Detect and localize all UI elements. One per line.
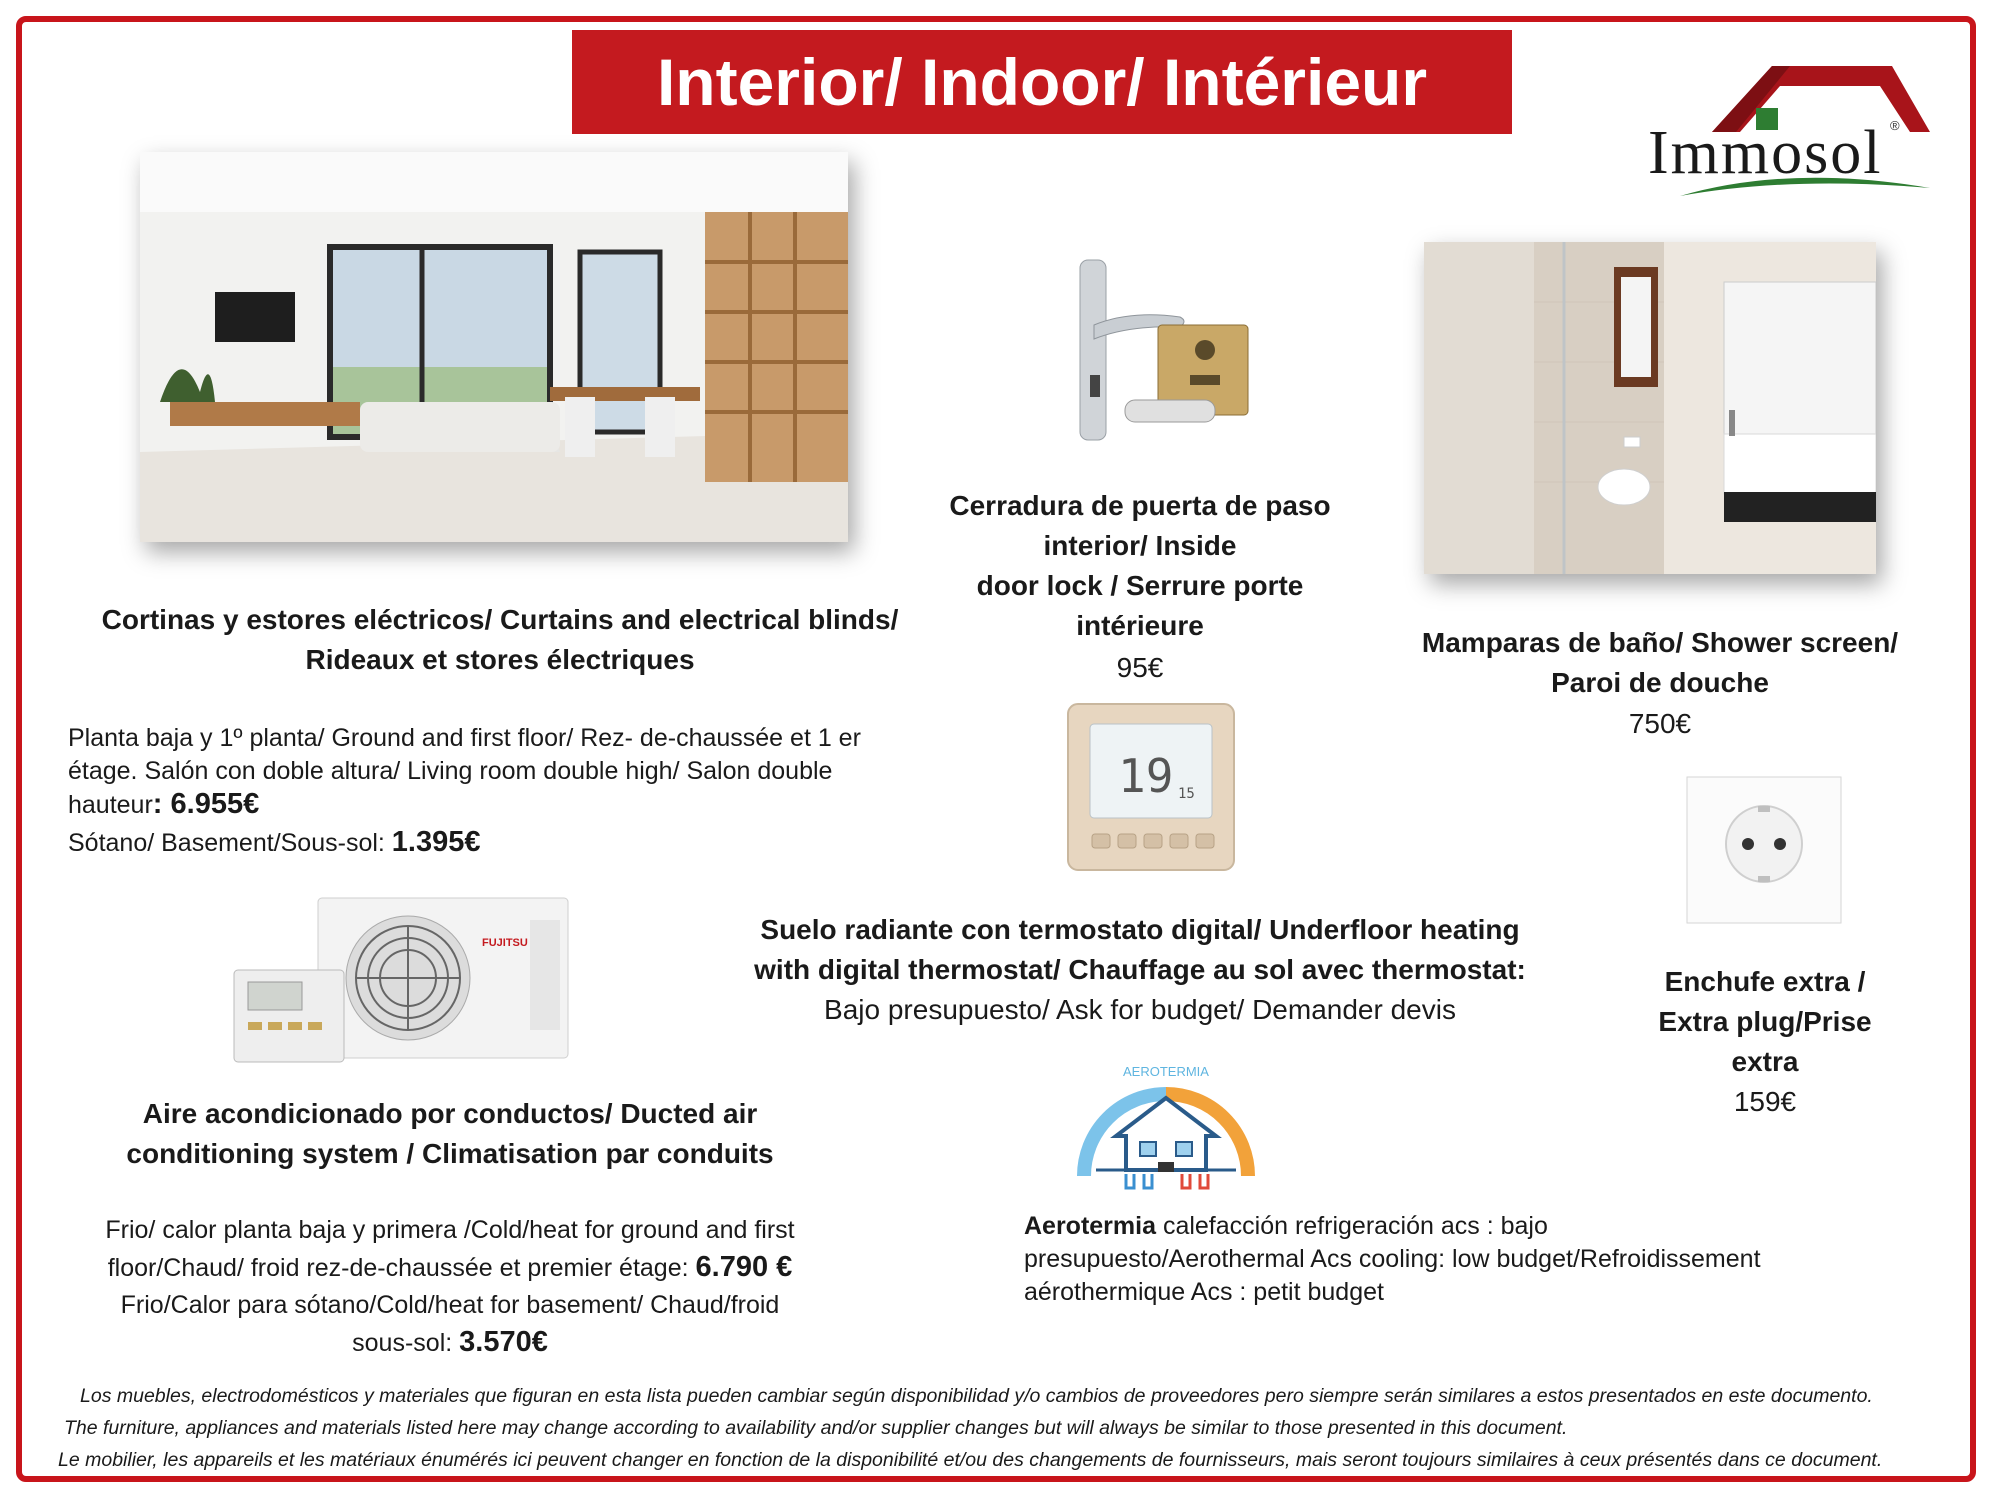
logo-registered-mark: ® bbox=[1890, 118, 1900, 133]
door-lock-title-line: door lock / Serrure porte bbox=[976, 570, 1304, 601]
underfloor-title-line: Suelo radiante con termostato digital/ Underfloor heating bbox=[760, 914, 1520, 945]
aircon-title bbox=[40, 1094, 860, 1174]
bathroom-photo bbox=[1424, 242, 1876, 574]
thermostat-small-display: 15 bbox=[1178, 786, 1195, 802]
aircon-desc-line: Frio/ calor planta baja y primera /Cold/heat for ground and first bbox=[105, 1216, 795, 1244]
aircon-desc-text: floor/Chaud/ froid rez-de-chaussée et premier étage: bbox=[107, 1254, 696, 1282]
curtains-desc-text: hauteur bbox=[68, 791, 153, 819]
curtains-desc-line bbox=[68, 788, 948, 822]
shower-title-line: Paroi de douche bbox=[1551, 667, 1769, 698]
curtains-desc-line: étage. Salón con doble altura/ Living room double high/ Salon double bbox=[68, 757, 833, 785]
plug-title-line: Extra plug/Prise bbox=[1658, 1006, 1872, 1037]
aerothermal-line bbox=[1024, 1210, 1924, 1243]
fujitsu-brand-label: FUJITSU bbox=[482, 937, 528, 949]
extra-plug-title bbox=[1580, 962, 1950, 1082]
shower-screen-title bbox=[1380, 623, 1940, 703]
aerothermal-line: presupuesto/Aerothermal Acs cooling: low budget/Refroidissement bbox=[1024, 1245, 1761, 1273]
living-room-photo bbox=[140, 152, 848, 542]
aerothermal-description bbox=[1024, 1210, 1924, 1309]
air-conditioner-image bbox=[230, 890, 580, 1070]
aerothermal-house-icon bbox=[1066, 1058, 1266, 1198]
curtains-title bbox=[40, 600, 960, 680]
underfloor-budget: Bajo presupuesto/ Ask for budget/ Demander devis bbox=[824, 994, 1456, 1025]
curtains-desc-line: Planta baja y 1º planta/ Ground and first floor/ Rez- de-chaussée et 1 er bbox=[68, 724, 861, 752]
curtains-title-line: Cortinas y estores eléctricos/ Curtains and electrical blinds/ bbox=[101, 604, 899, 635]
door-lock-price: 95€ bbox=[1116, 652, 1164, 683]
shower-title-line: Mamparas de baño/ Shower screen/ bbox=[1421, 627, 1899, 658]
aircon-title-line: Aire acondicionado por conductos/ Ducted air bbox=[142, 1098, 758, 1129]
logo-wordmark: Immosol bbox=[1648, 119, 1883, 187]
aerothermal-line: aérothermique Acs : petit budget bbox=[1024, 1278, 1384, 1306]
shower-screen-price: 750€ bbox=[1628, 708, 1692, 739]
page-title: Interior/ Indoor/ Intérieur bbox=[572, 30, 1512, 134]
underfloor-heating-title bbox=[700, 910, 1580, 990]
aircon-ground-price: 6.790 € bbox=[695, 1251, 793, 1283]
plug-image bbox=[1686, 776, 1842, 924]
door-lock-title-line: Cerradura de puerta de paso bbox=[949, 490, 1331, 521]
disclaimer-es: Los muebles, electrodomésticos y materiales que figuran en esta lista pueden cambiar según disponibilidad y/o cambios de proveedores pero siempre serán similares a estos presentados en este documento. bbox=[80, 1385, 1873, 1407]
curtains-title-line: Rideaux et stores électriques bbox=[305, 644, 695, 675]
curtains-basement-price: 1.395€ bbox=[391, 826, 481, 858]
curtains-ground-price: : 6.955€ bbox=[152, 788, 260, 820]
aircon-basement-price: 3.570€ bbox=[459, 1326, 548, 1358]
curtains-basement-label: Sótano/ Basement/Sous-sol: bbox=[68, 829, 392, 857]
aircon-title-line: conditioning system / Climatisation par conduits bbox=[126, 1138, 774, 1169]
door-lock-title bbox=[890, 486, 1390, 646]
disclaimer-en: The furniture, appliances and materials listed here may change according to availability and/or supplier changes but will always be similar to those presented in this document. bbox=[64, 1417, 1568, 1439]
aerothermal-text: calefacción refrigeración acs : bajo bbox=[1156, 1212, 1548, 1240]
aircon-desc-line bbox=[40, 1324, 860, 1362]
underfloor-title-line: with digital thermostat/ Chauffage au sol avec thermostat: bbox=[754, 954, 1526, 985]
extra-plug-price: 159€ bbox=[1733, 1086, 1797, 1117]
disclaimer-fr: Le mobilier, les appareils et les matériaux énumérés ici peuvent changer en fonction de la disponibilité et/ou des changements de fournisseurs, mais seront toujours similaires à ceux présentés dans ce document. bbox=[58, 1449, 1883, 1471]
door-lock-image bbox=[1070, 255, 1270, 445]
door-lock-title-line: intérieure bbox=[1076, 610, 1204, 641]
aircon-desc-line bbox=[40, 1249, 860, 1287]
aerothermal-lead: Aerotermia bbox=[1024, 1212, 1156, 1240]
aircon-desc-line: Frio/Calor para sótano/Cold/heat for basement/ Chaud/froid bbox=[120, 1291, 780, 1319]
thermostat-image bbox=[1066, 702, 1236, 872]
aerotermia-label: AEROTERMIA bbox=[1123, 1064, 1209, 1079]
plug-title-line: extra bbox=[1731, 1046, 1799, 1077]
curtains-basement-line bbox=[68, 826, 948, 860]
door-lock-title-line: interior/ Inside bbox=[1043, 530, 1237, 561]
plug-title-line: Enchufe extra / bbox=[1664, 966, 1866, 997]
thermostat-temp-display: 19 bbox=[1118, 749, 1174, 803]
immosol-logo bbox=[1640, 56, 1940, 206]
curtains-description bbox=[68, 722, 948, 860]
aircon-description bbox=[40, 1212, 860, 1362]
aircon-desc-text: sous-sol: bbox=[352, 1329, 460, 1357]
